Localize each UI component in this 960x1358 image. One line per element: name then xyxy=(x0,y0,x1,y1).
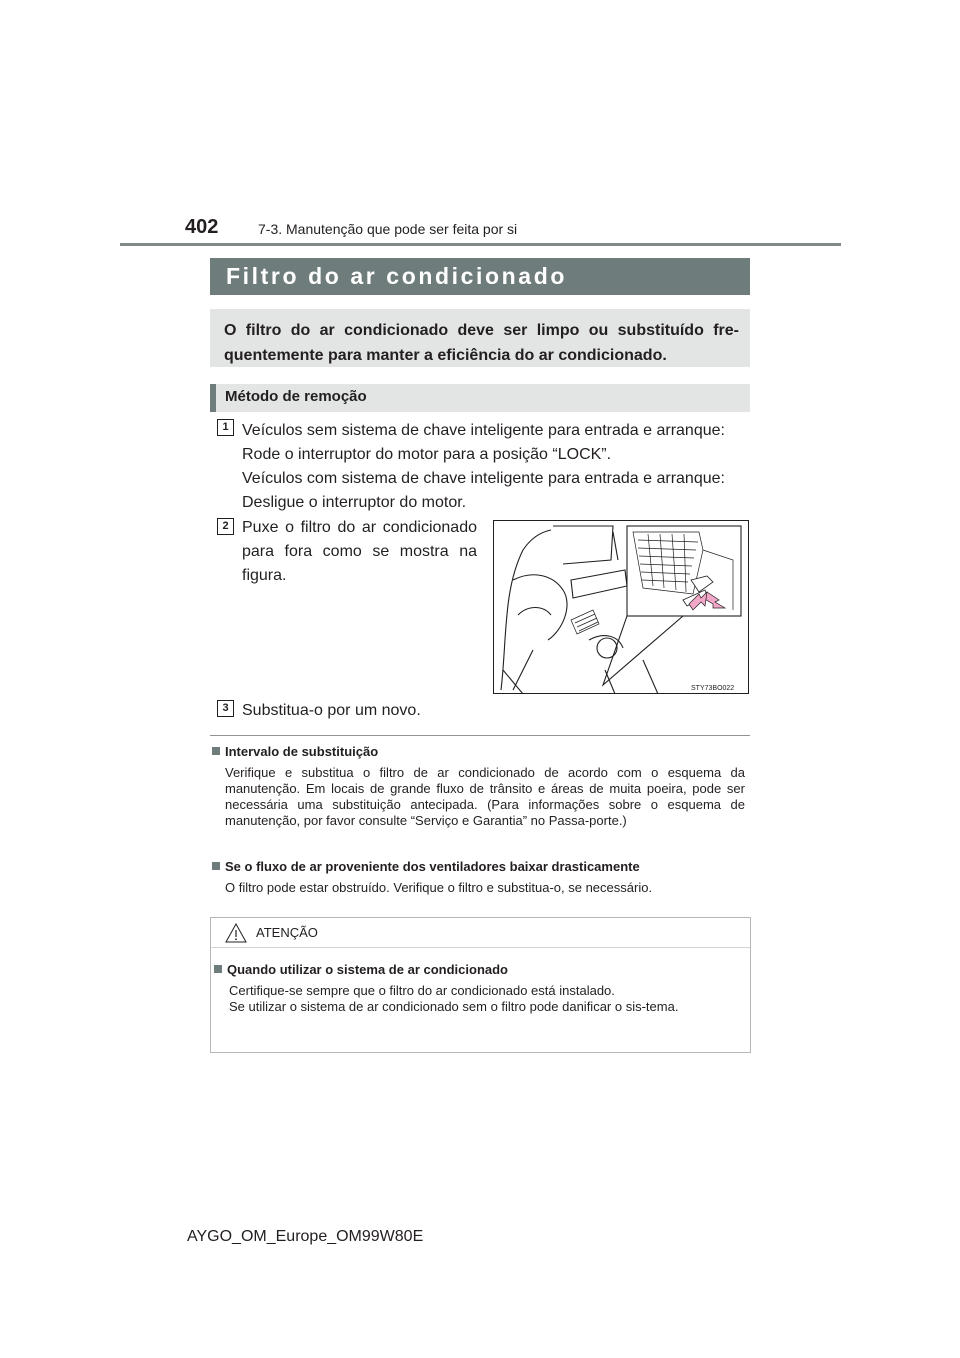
note-2-body: O filtro pode estar obstruído. Verifique o filtro e substitua-o, se necessário. xyxy=(225,880,653,895)
note-2-heading xyxy=(212,859,640,874)
method-heading-bar xyxy=(210,384,750,412)
step-3-text: Substitua-o por um novo. xyxy=(242,702,421,719)
step-number-1: 1 xyxy=(217,419,234,436)
warning-divider xyxy=(211,947,750,948)
bullet-square-icon xyxy=(212,862,220,870)
step-number-2: 2 xyxy=(217,518,234,535)
method-heading: Método de remoção xyxy=(225,388,367,405)
note-1-body: Verifique e substitua o filtro de ar condicionado de acordo com o esquema da manutenção. Em locais de grande fluxo de trânsito e áreas de muita poeira, pode ser necessária uma substituição antecipada. (Para informações sobre o esquema de manutenção, por favor consulte “Serviço e Garantia” no Passa-porte.) xyxy=(225,765,745,828)
bullet-square-icon xyxy=(212,747,220,755)
note-2-title: Se o fluxo de ar proveniente dos ventiladores baixar drasticamente xyxy=(225,859,640,874)
running-header: 7-3. Manutenção que pode ser feita por si xyxy=(258,221,518,237)
intro-box xyxy=(210,309,750,367)
page-number: 402 xyxy=(185,216,219,238)
header-rule xyxy=(120,243,841,246)
intro-text: O filtro do ar condicionado deve ser limpo ou substituído fre-quentemente para manter a eficiência do ar condicionado. xyxy=(224,322,739,364)
section-title: Filtro do ar condicionado xyxy=(226,263,567,289)
filter-removal-illustration xyxy=(493,520,749,694)
warning-body: Certifique-se sempre que o filtro do ar condicionado está instalado. Se utilizar o sistema de ar condicionado sem o filtro pode danificar o sis-tema. xyxy=(229,983,679,1014)
note-1-title: Intervalo de substituição xyxy=(225,744,379,759)
illustration-code: STY73BO022 xyxy=(691,685,735,692)
section-title-bar xyxy=(210,258,750,295)
step-number-3: 3 xyxy=(217,700,234,717)
warning-title: Quando utilizar o sistema de ar condicionado xyxy=(227,962,508,977)
warning-label: ATENÇÃO xyxy=(256,925,318,940)
step-1-text-b: Veículos com sistema de chave inteligente para entrada e arranque: Desligue o interruptor do motor. xyxy=(242,470,725,511)
notes-divider xyxy=(210,735,750,736)
method-heading-accent xyxy=(210,384,216,412)
warning-triangle-icon xyxy=(225,923,247,943)
footer-code: AYGO_OM_Europe_OM99W80E xyxy=(187,1228,424,1245)
warning-box xyxy=(210,917,751,1053)
step-1-text-a: Veículos sem sistema de chave inteligente para entrada e arranque: Rode o interruptor do motor para a posição “LOCK”. xyxy=(242,422,725,463)
step-2-text: Puxe o filtro do ar condicionado para fora como se mostra na figura. xyxy=(242,519,477,584)
warning-heading xyxy=(214,962,508,977)
bullet-square-icon xyxy=(214,965,222,973)
note-1-heading xyxy=(212,744,378,759)
